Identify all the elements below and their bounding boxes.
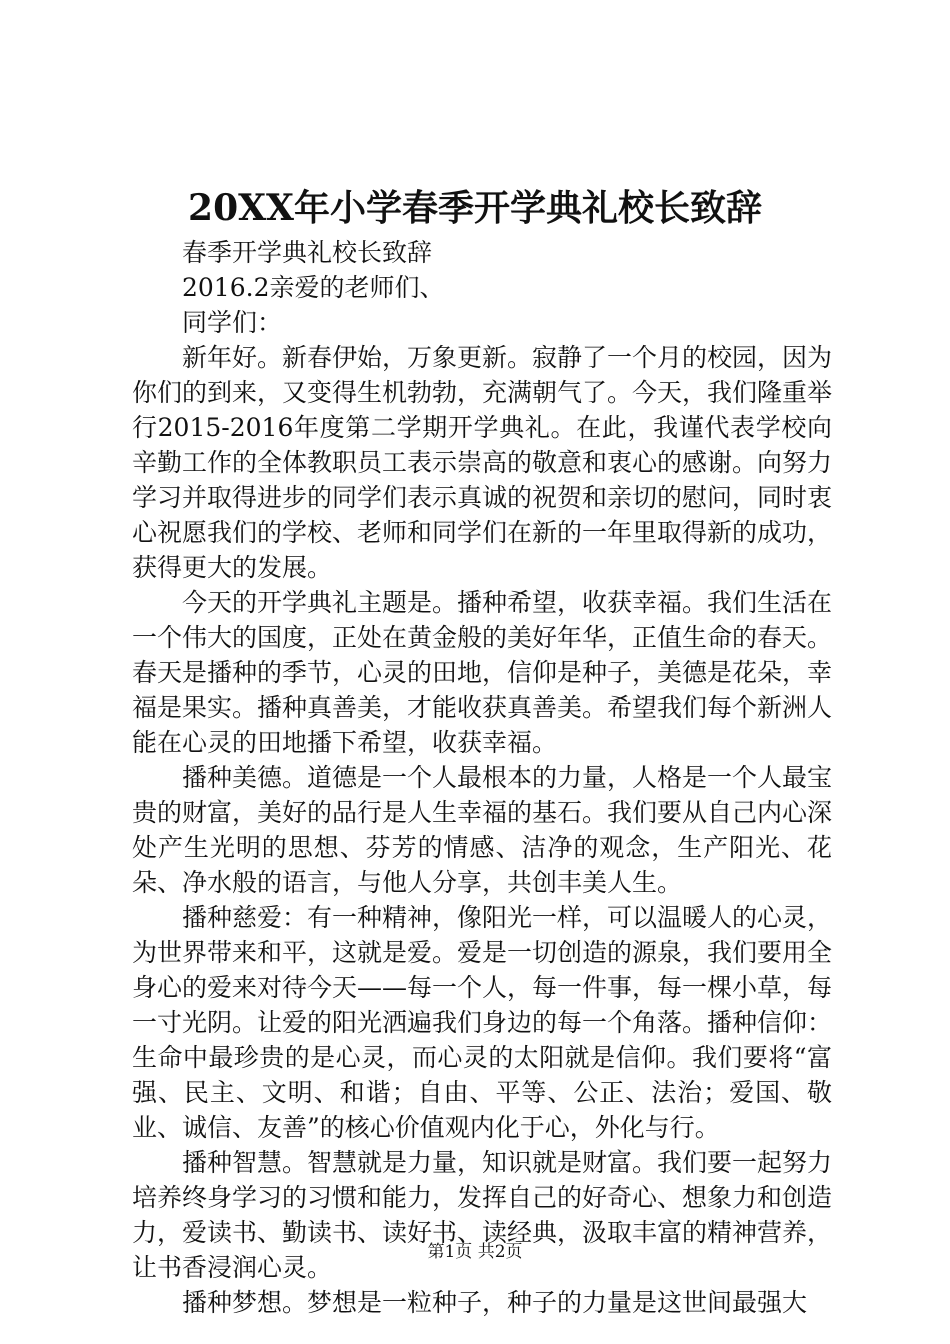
paragraph-theme: 今天的开学典礼主题是。播种希望，收获幸福。我们生活在一个伟大的国度，正处在黄金般的美好年华，正值生命的春天。春天是播种的季节，心灵的田地，信仰是种子，美德是花朵，幸福是果实。播种真善美，才能收获真善美。希望我们每个新洲人能在心灵的田地播下希望，收获幸福。	[132, 588, 833, 757]
paragraph-dream: 播种梦想。梦想是一粒种子，种子的力量是这世间最强大	[182, 1288, 808, 1317]
paragraph-virtue: 播种美德。道德是一个人最根本的力量，人格是一个人最宝贵的财富，美好的品行是人生幸福的基石。我们要从自己内心深处产生光明的思想、芬芳的情感、洁净的观念，生产阳光、花朵、净水般的语言，与他人分享，共创丰美人生。	[132, 763, 833, 897]
paragraph-date-greeting: 2016.2亲爱的老师们、	[182, 273, 445, 302]
paragraph-new-year: 新年好。新春伊始，万象更新。寂静了一个月的校园，因为你们的到来，又变得生机勃勃，充满朝气了。今天，我们隆重举行2015-2016年度第二学期开学典礼。在此，我谨代表学校向辛勤工作的全体教职员工表示崇高的敬意和衷心的感谢。向努力学习并取得进步的同学们表示真诚的祝贺和亲切的慰问，同时衷心祝愿我们的学校、老师和同学们在新的一年里取得新的成功，获得更大的发展。	[132, 343, 833, 582]
document-body	[132, 235, 832, 1320]
paragraph-wisdom: 播种智慧。智慧就是力量，知识就是财富。我们要一起努力培养终身学习的习惯和能力，发挥自己的好奇心、想象力和创造力，爱读书、勤读书、读好书、读经典，汲取丰富的精神营养，让书香浸润心灵。	[132, 1148, 833, 1282]
paragraph-salutation: 同学们：	[182, 308, 283, 337]
document-title: 20XX年小学春季开学典礼校长致辞	[188, 187, 762, 229]
page-number-footer: 第1页 共2页	[427, 1242, 523, 1262]
paragraph-subtitle: 春季开学典礼校长致辞	[182, 238, 433, 267]
paragraph-love-faith: 播种慈爱：有一种精神，像阳光一样，可以温暖人的心灵，为世界带来和平，这就是爱。爱是一切创造的源泉，我们要用全身心的爱来对待今天——每一个人，每一件事，每一棵小草，每一寸光阴。让爱的阳光洒遍我们身边的每一个角落。播种信仰：生命中最珍贵的是心灵，而心灵的太阳就是信仰。我们要将“富强、民主、文明、和谐；自由、平等、公正、法治；爱国、敬业、诚信、友善”的核心价值观内化于心，外化与行。	[132, 903, 833, 1142]
